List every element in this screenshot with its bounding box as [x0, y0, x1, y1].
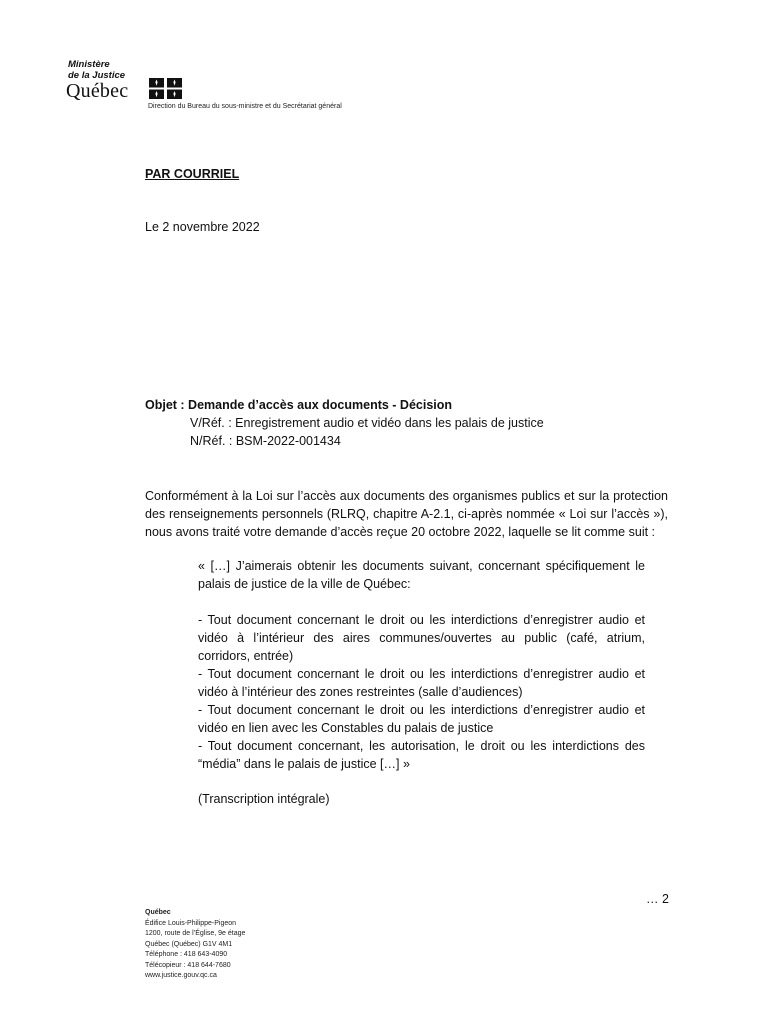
par-courriel-heading: PAR COURRIEL [145, 167, 240, 181]
footer-line: 1200, route de l’Église, 9e étage [145, 930, 246, 937]
footer-line: Édifice Louis-Philippe-Pigeon [145, 919, 237, 927]
ministry-logo-text [68, 59, 125, 81]
nref-line: N/Réf. : BSM-2022-001434 [190, 434, 341, 448]
footer-address [145, 908, 245, 982]
footer-name: Québec [145, 909, 171, 916]
footer-phone: Téléphone : 418 643-4090 [145, 951, 228, 958]
quote-item: - Tout document concernant le droit ou les interdictions d’enregistrer audio et vidéo à l’intérieur des zones restreintes (salle d’audiences) [198, 667, 645, 699]
ministry-line-2: de la Justice [68, 70, 126, 81]
quote-item: - Tout document concernant le droit ou les interdictions d’enregistrer audio et vidéo à l’intérieur des aires communes/ouvertes au public (café, atrium, corridors, entrée) [198, 613, 645, 663]
quebec-flag-icon [149, 78, 182, 99]
vref-line: V/Réf. : Enregistrement audio et vidéo dans les palais de justice [190, 416, 544, 430]
objet-title: Objet : Demande d’accès aux documents - Décision [145, 398, 453, 412]
quote-item: - Tout document concernant le droit ou les interdictions d’enregistrer audio et vidéo en lien avec les Constables du palais de justice [198, 703, 645, 735]
letter-date: Le 2 novembre 2022 [145, 220, 260, 234]
quote-item: - Tout document concernant, les autorisation, le droit ou les interdictions des “média” dans le palais de justice […] » [198, 739, 645, 771]
footer-fax: Télécopieur : 418 644-7680 [145, 961, 231, 969]
direction-line: Direction du Bureau du sous-ministre et du Secrétariat général [148, 103, 342, 110]
intro-paragraph: Conformément à la Loi sur l’accès aux documents des organismes publics et sur la protection des renseignements personnels (RLRQ, chapitre A-2.1, ci-après nommée « Loi sur l’accès »), nous avons traité votre demande d’accès reçue 20 octobre 2022, laquelle se lit comme suit : [145, 489, 668, 539]
page-continuation: … 2 [646, 892, 669, 906]
footer-website: www.justice.gouv.qc.ca [145, 972, 217, 979]
quebec-wordmark: Québec [66, 80, 129, 102]
footer-line: Québec (Québec) G1V 4M1 [145, 940, 233, 948]
transcription-note: (Transcription intégrale) [198, 792, 330, 806]
quote-opening: « […] J’aimerais obtenir les documents suivant, concernant spécifiquement le palais de justice de la ville de Québec: [198, 559, 645, 591]
quote-items [198, 611, 645, 773]
ministry-line-1: Ministère [68, 59, 110, 70]
